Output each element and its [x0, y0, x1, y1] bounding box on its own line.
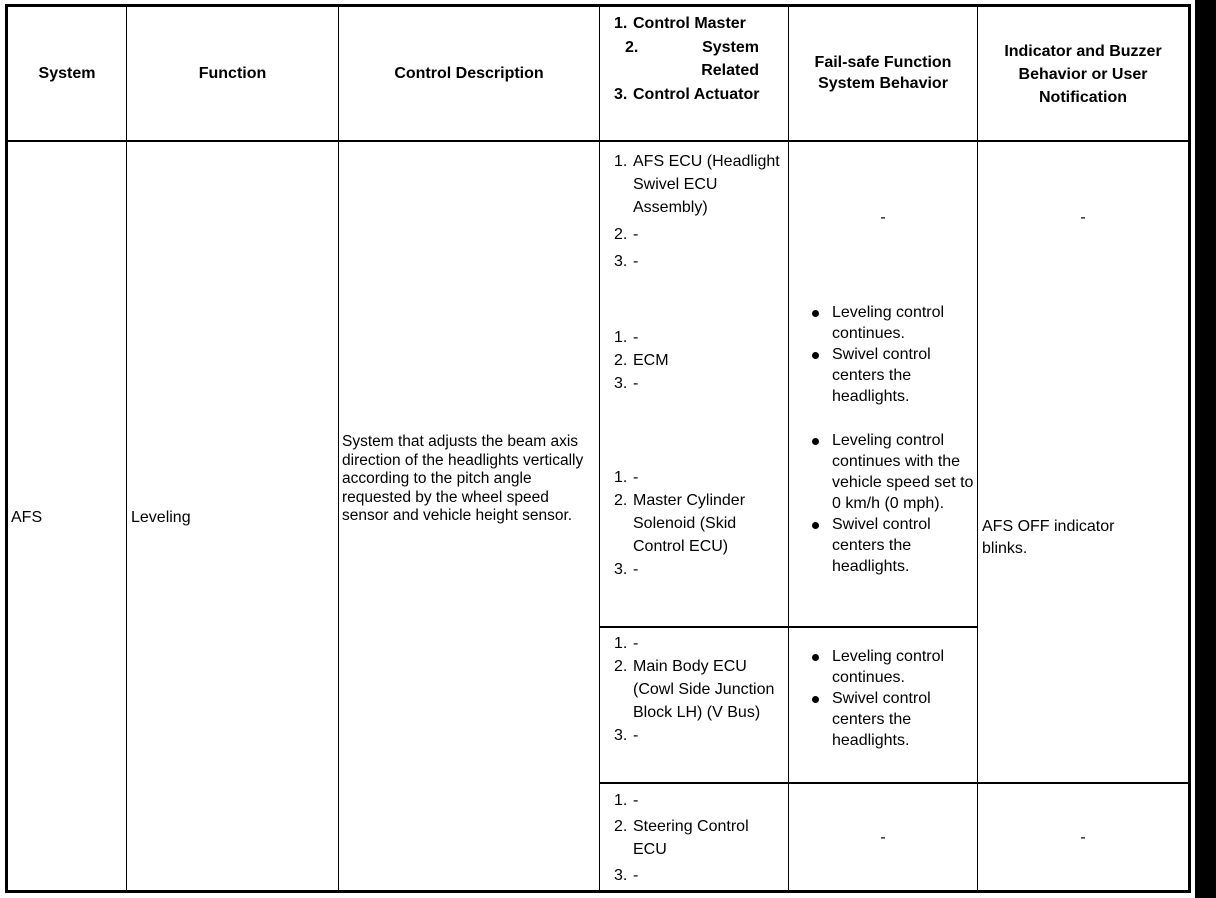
fail-safe-list: Leveling control continues. Swivel control centers the headlights. — [812, 646, 977, 751]
fail-safe-cell: - — [880, 209, 886, 226]
indicator-shared-cell: AFS OFF indicator blinks. — [982, 518, 1115, 557]
side-bar — [1195, 0, 1216, 898]
table-border-right — [1188, 4, 1191, 893]
bullet-icon — [812, 654, 819, 661]
header-system: System — [38, 65, 96, 82]
fail-safe-cell: - — [880, 829, 886, 846]
bullet-icon — [812, 438, 819, 445]
header-fail-safe: Fail-safe Function System Behavior — [814, 54, 952, 92]
control-master-entry: 1. - 2. Steering Control ECU 3. - — [614, 792, 749, 884]
col-divider — [338, 4, 339, 893]
header-divider — [5, 140, 1191, 142]
col-divider — [599, 4, 600, 893]
bullet-icon — [812, 696, 819, 703]
header-control-description: Control Description — [394, 65, 544, 82]
function-cell: Leveling — [131, 509, 191, 526]
control-master-entry: 1. - 2. ECM 3. - — [614, 329, 669, 392]
table-border-left — [5, 4, 8, 893]
description-cell: System that adjusts the beam axis direction of the headlights vertically according to the pitch angle requested by the wheel speed sensor and vehicle height sensor. — [342, 433, 584, 524]
header-function: Function — [198, 65, 267, 82]
bullet-icon — [812, 522, 819, 529]
control-master-entry: 1. - 2. Main Body ECU (Cowl Side Junction Block LH) (V Bus) 3. - — [614, 635, 775, 744]
bullet-icon — [812, 352, 819, 359]
table-border-top — [5, 4, 1191, 7]
indicator-cell: - — [1080, 829, 1086, 846]
row-divider — [599, 782, 1190, 784]
col-divider — [977, 4, 978, 893]
fail-safe-list: Leveling control continues. Swivel control centers the headlights. — [812, 302, 977, 407]
col-divider — [126, 4, 127, 893]
col-divider — [788, 4, 789, 893]
system-cell: AFS — [11, 509, 43, 526]
header-control-master: 1. Control Master 2. System Related 3. Control Actuator — [614, 15, 760, 103]
control-master-entry: 1. AFS ECU (Headlight Swivel ECU Assembly) 2. - 3. - — [614, 153, 780, 270]
bullet-icon — [812, 310, 819, 317]
header-indicator: Indicator and Buzzer Behavior or User Notification — [1004, 43, 1162, 106]
control-master-entry: 1. - 2. Master Cylinder Solenoid (Skid Control ECU) 3. - — [614, 469, 746, 578]
row-divider — [599, 626, 978, 628]
indicator-cell: - — [1080, 209, 1086, 226]
fail-safe-list: Leveling control continues with the vehicle speed set to 0 km/h (0 mph). Swivel control centers the headlights. — [812, 430, 977, 577]
table-border-bottom — [5, 890, 1191, 893]
